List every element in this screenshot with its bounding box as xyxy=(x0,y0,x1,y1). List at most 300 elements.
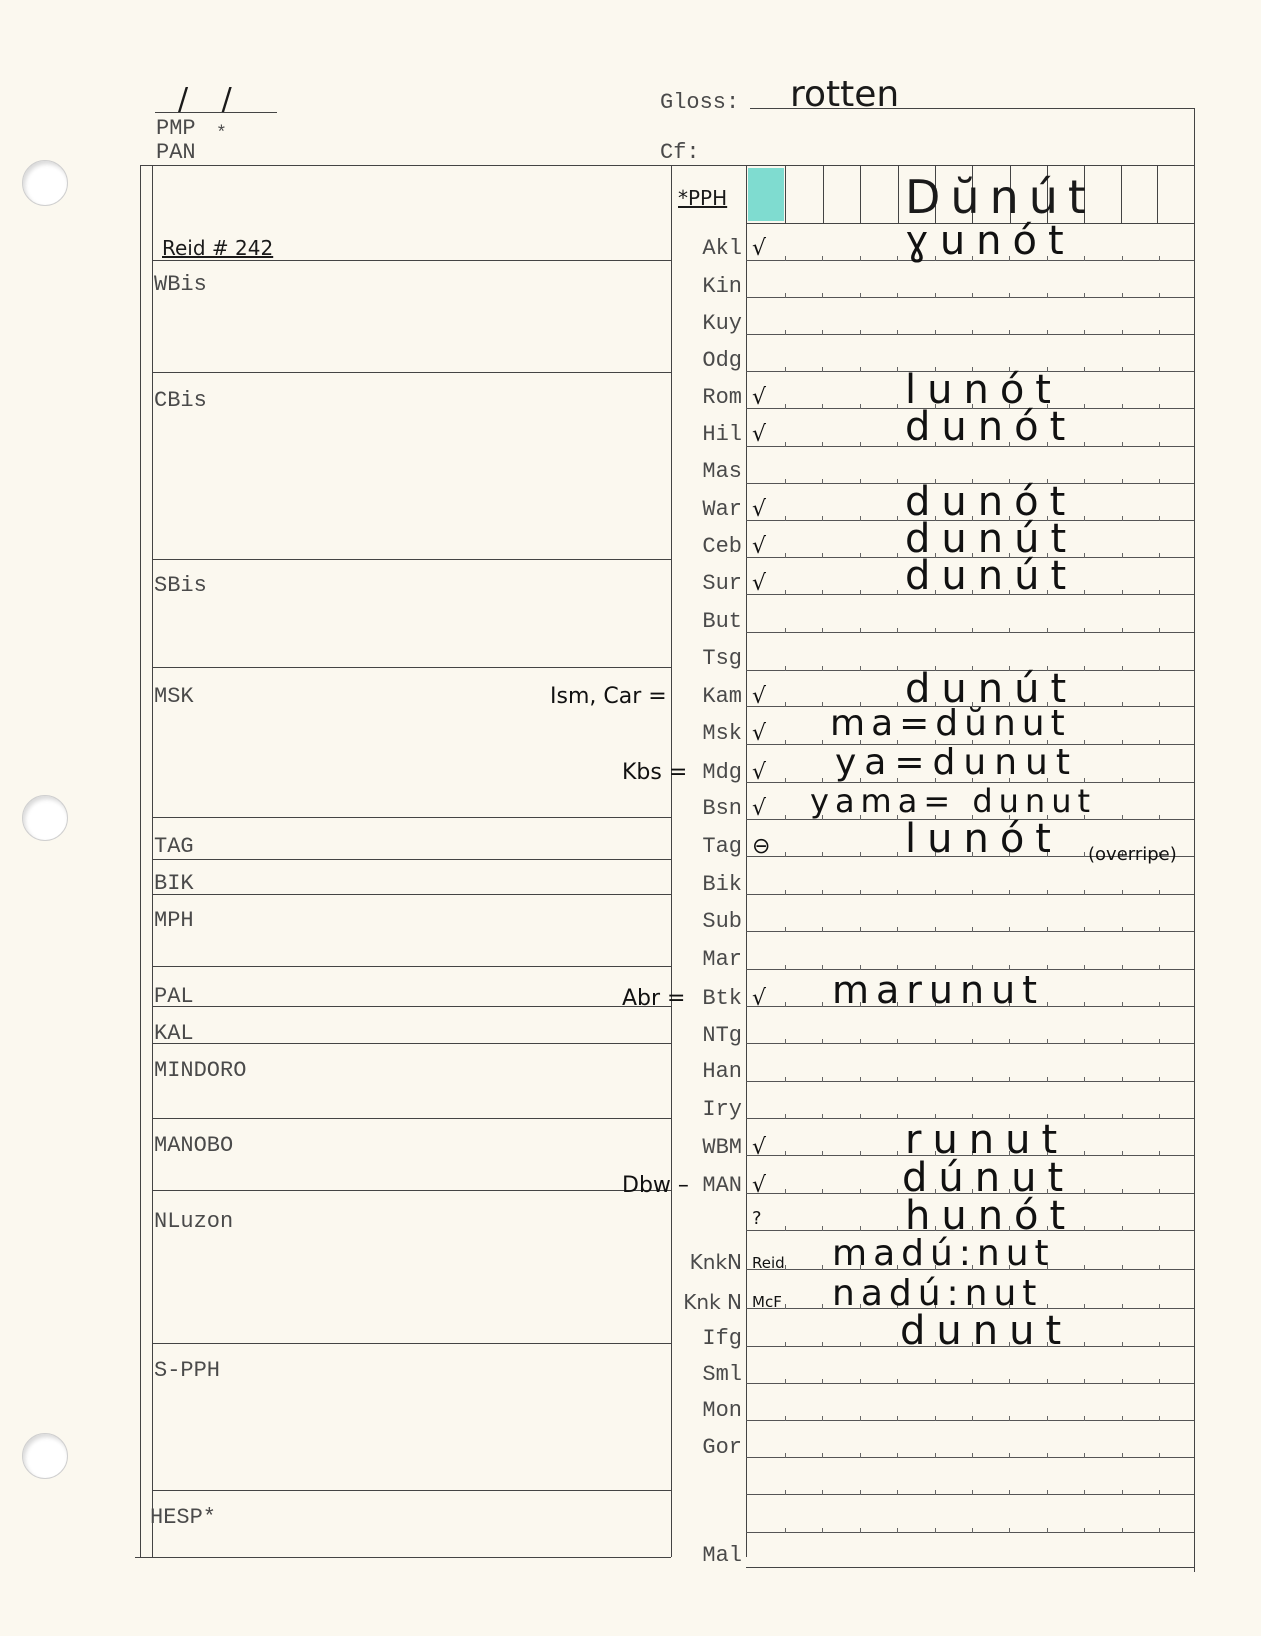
row-rule xyxy=(746,931,1194,932)
row-tick xyxy=(822,479,823,484)
prefix-note: Dbw – xyxy=(622,1173,689,1198)
row-tick xyxy=(785,1379,786,1384)
check-mark: √ xyxy=(752,986,767,1011)
lang-label: Han xyxy=(702,1059,742,1084)
row-tick xyxy=(935,1490,936,1495)
reflex-form: dunót xyxy=(905,404,1077,450)
row-tick xyxy=(1159,1528,1160,1533)
row-tick xyxy=(822,740,823,745)
row-tick xyxy=(897,1151,898,1156)
row-tick xyxy=(822,890,823,895)
check-mark: √ xyxy=(752,422,767,447)
lang-label: Sur xyxy=(702,571,742,596)
row-tick xyxy=(785,666,786,671)
row-tick xyxy=(1084,852,1085,857)
row-tick xyxy=(860,1453,861,1458)
row-tick xyxy=(1009,1453,1010,1458)
row-tick xyxy=(860,1039,861,1044)
lang-label: Kin xyxy=(702,274,742,299)
punch-hole-bottom xyxy=(22,1433,68,1479)
reflex-form: dunót xyxy=(905,479,1077,525)
root-underline xyxy=(155,112,277,113)
row-tick xyxy=(1122,1416,1123,1421)
row-tick xyxy=(822,1416,823,1421)
row-tick xyxy=(1084,1077,1085,1082)
row-tick xyxy=(897,1528,898,1533)
row-tick xyxy=(1047,965,1048,970)
pph-cell-line xyxy=(898,165,899,223)
row-tick xyxy=(822,1453,823,1458)
row-tick xyxy=(860,890,861,895)
row-tick xyxy=(1159,1002,1160,1007)
row-tick xyxy=(860,516,861,521)
left-rule xyxy=(152,1490,671,1491)
row-rule xyxy=(746,1457,1194,1458)
row-tick xyxy=(860,1189,861,1194)
row-tick xyxy=(1084,927,1085,932)
check-mark: √ xyxy=(752,534,767,559)
section-manobo: MANOBO xyxy=(154,1133,234,1158)
pph-form: Dŭnút xyxy=(905,170,1096,224)
check-mark: √ xyxy=(752,236,767,261)
row-rule xyxy=(746,632,1194,633)
row-tick xyxy=(860,553,861,558)
row-tick xyxy=(1159,404,1160,409)
section-sbis: SBis xyxy=(154,573,207,598)
row-tick xyxy=(860,1528,861,1533)
lang-label: Sml xyxy=(702,1362,742,1387)
row-tick xyxy=(1122,404,1123,409)
row-tick xyxy=(1159,1114,1160,1119)
reflex-form: marunut xyxy=(832,968,1045,1012)
row-tick xyxy=(1009,330,1010,335)
section-msk: MSK xyxy=(154,684,194,709)
row-tick xyxy=(1159,1304,1160,1309)
row-tick xyxy=(785,1077,786,1082)
row-tick xyxy=(897,1077,898,1082)
row-tick xyxy=(972,628,973,633)
row-tick xyxy=(860,330,861,335)
row-tick xyxy=(785,442,786,447)
row-tick xyxy=(860,1490,861,1495)
left-rule xyxy=(152,894,671,895)
lang-label: MAN xyxy=(702,1173,742,1198)
lang-label: Gor xyxy=(702,1435,742,1460)
row-tick xyxy=(822,590,823,595)
gloss-label: Gloss: xyxy=(660,90,740,115)
row-tick xyxy=(822,628,823,633)
row-tick xyxy=(1084,1528,1085,1533)
section-cbis: CBis xyxy=(154,388,207,413)
row-tick xyxy=(785,1114,786,1119)
lang-label: Ceb xyxy=(702,534,742,559)
row-tick xyxy=(1084,890,1085,895)
row-tick xyxy=(972,890,973,895)
row-tick xyxy=(822,1189,823,1194)
row-tick xyxy=(1159,815,1160,820)
frame-left-inner xyxy=(152,165,153,1557)
row-tick xyxy=(1122,1379,1123,1384)
punch-hole-top xyxy=(22,160,68,206)
row-tick xyxy=(822,1226,823,1231)
reflex-form: dunút xyxy=(905,666,1078,712)
frame-left xyxy=(140,165,141,1557)
check-mark: √ xyxy=(752,760,767,785)
check-mark: √ xyxy=(752,721,767,746)
row-tick xyxy=(972,1379,973,1384)
row-tick xyxy=(822,404,823,409)
lang-label: Bik xyxy=(702,872,742,897)
row-tick xyxy=(935,890,936,895)
lang-label: Msk xyxy=(702,721,742,746)
row-tick xyxy=(1159,256,1160,261)
row-tick xyxy=(1159,890,1160,895)
row-tick xyxy=(1047,293,1048,298)
left-rule xyxy=(152,1006,671,1007)
row-tick xyxy=(822,702,823,707)
lang-label: Rom xyxy=(702,385,742,410)
section-mindoro: MINDORO xyxy=(154,1058,247,1083)
row-tick xyxy=(897,516,898,521)
row-tick xyxy=(785,1002,786,1007)
row-tick xyxy=(935,293,936,298)
row-tick xyxy=(972,293,973,298)
row-tick xyxy=(897,852,898,857)
row-rule xyxy=(746,1043,1194,1044)
row-tick xyxy=(1159,1226,1160,1231)
row-tick xyxy=(822,293,823,298)
row-tick xyxy=(1159,293,1160,298)
row-tick xyxy=(822,442,823,447)
row-tick xyxy=(1159,553,1160,558)
lang-label: Odg xyxy=(702,348,742,373)
row-tick xyxy=(1084,702,1085,707)
reflex-form: lunót xyxy=(905,367,1062,413)
reid-number: Reid # 242 xyxy=(162,236,274,260)
row-tick xyxy=(1084,1453,1085,1458)
lang-label: Kuy xyxy=(702,311,742,336)
row-tick xyxy=(1122,666,1123,671)
row-tick xyxy=(897,890,898,895)
punch-hole-middle xyxy=(22,795,68,841)
row-tick xyxy=(785,404,786,409)
lang-label: Mar xyxy=(702,947,742,972)
reflex-form: runut xyxy=(905,1117,1069,1163)
row-rule xyxy=(746,1081,1194,1082)
row-tick xyxy=(935,1528,936,1533)
lang-label: Akl xyxy=(702,236,742,261)
row-tick xyxy=(785,1416,786,1421)
pph-cell-line xyxy=(860,165,861,223)
row-tick xyxy=(1084,479,1085,484)
check-mark: ⊖ xyxy=(752,834,771,859)
row-rule xyxy=(746,334,1194,335)
row-tick xyxy=(897,479,898,484)
lang-label: Tsg xyxy=(702,646,742,671)
row-tick xyxy=(1084,553,1085,558)
row-tick xyxy=(1159,965,1160,970)
row-tick xyxy=(785,815,786,820)
row-tick xyxy=(822,1342,823,1347)
row-tick xyxy=(1122,1039,1123,1044)
lang-label: Mal xyxy=(702,1543,742,1568)
row-tick xyxy=(860,852,861,857)
section-tag: TAG xyxy=(154,834,194,859)
row-tick xyxy=(897,293,898,298)
row-tick xyxy=(1047,1077,1048,1082)
section-nluzon: NLuzon xyxy=(154,1209,234,1234)
row-tick xyxy=(1084,1416,1085,1421)
row-tick xyxy=(1009,1528,1010,1533)
row-tick xyxy=(860,479,861,484)
row-rule xyxy=(746,1532,1194,1533)
row-tick xyxy=(1084,590,1085,595)
row-tick xyxy=(1159,1189,1160,1194)
row-tick xyxy=(1159,740,1160,745)
row-tick xyxy=(785,590,786,595)
row-tick xyxy=(1084,1151,1085,1156)
row-tick xyxy=(1122,1114,1123,1119)
row-tick xyxy=(897,1490,898,1495)
row-tick xyxy=(1159,927,1160,932)
row-tick xyxy=(860,590,861,595)
row-tick xyxy=(897,367,898,372)
row-tick xyxy=(897,1189,898,1194)
row-tick xyxy=(822,1151,823,1156)
left-rule xyxy=(152,1343,671,1344)
row-tick xyxy=(1122,628,1123,633)
row-tick xyxy=(785,1528,786,1533)
lang-label: NTg xyxy=(702,1023,742,1048)
pmp-label: PMP xyxy=(156,116,196,141)
row-tick xyxy=(860,1416,861,1421)
row-tick xyxy=(1122,590,1123,595)
row-tick xyxy=(860,628,861,633)
row-tick xyxy=(1084,1039,1085,1044)
row-tick xyxy=(822,256,823,261)
row-tick xyxy=(822,1077,823,1082)
check-mark: √ xyxy=(752,385,767,410)
row-tick xyxy=(860,666,861,671)
row-tick xyxy=(1122,1002,1123,1007)
row-tick xyxy=(822,1379,823,1384)
row-tick xyxy=(1122,256,1123,261)
row-tick xyxy=(1122,553,1123,558)
gloss-value: rotten xyxy=(790,74,900,115)
row-tick xyxy=(897,553,898,558)
row-tick xyxy=(785,1304,786,1309)
section-hesp: HESP* xyxy=(150,1505,217,1530)
row-tick xyxy=(1009,1490,1010,1495)
row-tick xyxy=(1084,404,1085,409)
lang-label: But xyxy=(702,609,742,634)
row-tick xyxy=(897,442,898,447)
row-tick xyxy=(897,666,898,671)
row-rule xyxy=(746,297,1194,298)
row-tick xyxy=(972,1077,973,1082)
row-rule xyxy=(746,894,1194,895)
row-tick xyxy=(897,1342,898,1347)
reflex-form: dúnut xyxy=(902,1155,1075,1201)
row-tick xyxy=(1084,965,1085,970)
prefix-note: Ism, Car = xyxy=(550,684,667,709)
row-tick xyxy=(1159,666,1160,671)
row-tick xyxy=(785,702,786,707)
pph-cell-line xyxy=(823,165,824,223)
row-tick xyxy=(1047,1379,1048,1384)
lang-label: Bsn xyxy=(702,796,742,821)
lang-label: Btk xyxy=(702,986,742,1011)
row-tick xyxy=(1159,1077,1160,1082)
row-tick xyxy=(1159,1265,1160,1270)
row-tick xyxy=(1047,1490,1048,1495)
row-tick xyxy=(822,927,823,932)
row-tick xyxy=(1159,702,1160,707)
row-tick xyxy=(822,1002,823,1007)
frame-bottom xyxy=(135,1557,671,1558)
row-tick xyxy=(860,367,861,372)
lang-label: Iry xyxy=(702,1097,742,1122)
suffix-note: (overripe) xyxy=(1088,844,1177,865)
row-tick xyxy=(785,852,786,857)
row-tick xyxy=(785,1151,786,1156)
row-tick xyxy=(1122,815,1123,820)
reflex-form: ya=dunut xyxy=(835,742,1078,783)
row-tick xyxy=(1122,293,1123,298)
row-tick xyxy=(935,1379,936,1384)
reflex-form: hunót xyxy=(905,1193,1077,1239)
row-tick xyxy=(1009,890,1010,895)
row-tick xyxy=(1159,1039,1160,1044)
row-tick xyxy=(897,1039,898,1044)
row-tick xyxy=(785,1189,786,1194)
row-tick xyxy=(1009,1039,1010,1044)
prefix-note: Kbs = xyxy=(622,760,688,785)
row-tick xyxy=(785,367,786,372)
row-tick xyxy=(860,1151,861,1156)
reflex-form: dunút xyxy=(905,553,1078,599)
left-rule xyxy=(152,260,671,261)
lang-label: Kam xyxy=(702,684,742,709)
row-tick xyxy=(1159,367,1160,372)
row-tick xyxy=(935,1453,936,1458)
row-tick xyxy=(1009,1379,1010,1384)
row-tick xyxy=(1159,1453,1160,1458)
row-tick xyxy=(785,1342,786,1347)
pan-label: PAN xyxy=(156,140,196,165)
row-tick xyxy=(860,256,861,261)
row-tick xyxy=(785,1453,786,1458)
row-tick xyxy=(1159,1490,1160,1495)
row-tick xyxy=(1122,890,1123,895)
row-tick xyxy=(1122,367,1123,372)
reflex-form: ɣunót xyxy=(905,218,1075,264)
row-tick xyxy=(822,965,823,970)
row-tick xyxy=(897,1416,898,1421)
row-tick xyxy=(860,1342,861,1347)
row-tick xyxy=(935,628,936,633)
row-tick xyxy=(1084,628,1085,633)
left-rule xyxy=(152,859,671,860)
row-tick xyxy=(1122,1490,1123,1495)
row-tick xyxy=(1159,1379,1160,1384)
row-tick xyxy=(785,1039,786,1044)
check-mark: √ xyxy=(752,684,767,709)
lang-label: WBM xyxy=(702,1135,742,1160)
lang-label: Hil xyxy=(702,422,742,447)
lang-col-divider xyxy=(746,165,747,1557)
lang-label: Mon xyxy=(702,1398,742,1423)
row-tick xyxy=(972,1528,973,1533)
row-tick xyxy=(1084,1304,1085,1309)
row-tick xyxy=(1047,1453,1048,1458)
left-rule xyxy=(152,559,671,560)
row-tick xyxy=(822,1528,823,1533)
row-tick xyxy=(1084,330,1085,335)
prefix-note: Abr = xyxy=(622,986,686,1011)
row-tick xyxy=(935,1077,936,1082)
row-tick xyxy=(1047,1039,1048,1044)
row-tick xyxy=(1047,330,1048,335)
row-tick xyxy=(822,666,823,671)
row-tick xyxy=(1159,442,1160,447)
row-tick xyxy=(1122,965,1123,970)
pph-label: *PPH xyxy=(678,186,728,210)
reflex-form: yama= dunut xyxy=(810,782,1097,820)
row-tick xyxy=(1122,1077,1123,1082)
check-mark: Reid xyxy=(752,1254,785,1272)
row-tick xyxy=(822,1304,823,1309)
section-s-pph: S-PPH xyxy=(154,1358,221,1383)
row-tick xyxy=(785,516,786,521)
row-tick xyxy=(822,553,823,558)
row-tick xyxy=(972,1453,973,1458)
row-tick xyxy=(1084,1379,1085,1384)
row-tick xyxy=(897,256,898,261)
row-tick xyxy=(1084,516,1085,521)
row-tick xyxy=(822,330,823,335)
row-tick xyxy=(785,1265,786,1270)
row-tick xyxy=(1159,628,1160,633)
row-tick xyxy=(1084,666,1085,671)
row-tick xyxy=(1122,740,1123,745)
row-tick xyxy=(972,1039,973,1044)
row-tick xyxy=(822,516,823,521)
row-tick xyxy=(897,330,898,335)
row-tick xyxy=(1122,1151,1123,1156)
row-tick xyxy=(1084,256,1085,261)
row-tick xyxy=(822,852,823,857)
row-tick xyxy=(935,927,936,932)
row-tick xyxy=(1084,1490,1085,1495)
row-tick xyxy=(1122,330,1123,335)
row-rule xyxy=(746,1494,1194,1495)
reflex-form: lunót xyxy=(905,816,1062,862)
row-tick xyxy=(860,1379,861,1384)
row-tick xyxy=(1122,1453,1123,1458)
row-rule xyxy=(746,1420,1194,1421)
lang-label: KnkN xyxy=(689,1250,742,1274)
row-tick xyxy=(1009,1077,1010,1082)
row-tick xyxy=(785,927,786,932)
row-tick xyxy=(785,256,786,261)
check-mark: McF xyxy=(752,1293,782,1311)
reflex-form: dunút xyxy=(905,516,1078,562)
row-tick xyxy=(785,330,786,335)
reflex-form: ma=dŭnut xyxy=(830,703,1071,744)
lang-label: Knk N xyxy=(683,1290,742,1314)
row-tick xyxy=(1159,590,1160,595)
